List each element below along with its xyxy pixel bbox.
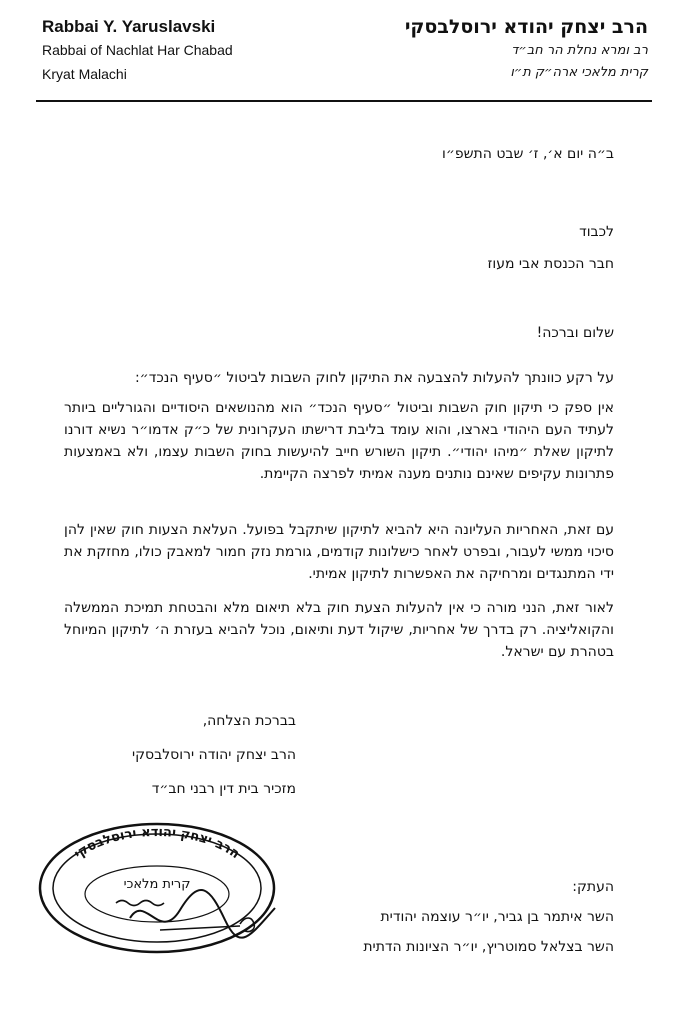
recipient-label: לכבוד <box>579 224 614 240</box>
copy-item: השר איתמר בן גביר, יו״ר עוצמה יהודית <box>380 909 614 925</box>
letterhead-he-line2: קרית מלאכי ארה״ק ת״ו <box>510 65 648 80</box>
paragraph-intro: על רקע כוונתך להעלות להצבעה את התיקון לחוק השבות לביטול ״סעיף הנכד״: <box>134 370 614 386</box>
stamp-inner-text: קרית מלאכי <box>123 877 191 892</box>
letterhead-en-line2: Kryat Malachi <box>42 66 127 82</box>
copy-item: השר בצלאל סמוטריץ, יו״ר הציונות הדתית <box>363 939 614 955</box>
handwritten-signature <box>90 848 290 958</box>
letterhead-he-name: הרב יצחק יהודא ירוסלבסקי <box>404 16 648 38</box>
letterhead-he-line1: רב ומרא נחלת הר חב״ד <box>511 43 648 58</box>
recipient-name: חבר הכנסת אבי מעוז <box>487 256 614 272</box>
letter-date: ב״ה יום א׳, ז׳ שבט התשפ״ו <box>442 146 614 162</box>
paragraph-body-2: עם זאת, האחריות העליונה היא להביא לתיקון שיתקבל בפועל. העלאת הצעות חוק שאין להן סיכוי ממשי לעבור, ובפרט לאחר כישלונות קודמים, גורמת נזק חמור למאבק כולו, מחזקת את ידי המתנגדים ומרחיקה את האפשרות לתיקון אמיתי. <box>64 522 614 582</box>
paragraph-body-3: לאור זאת, הנני מורה כי אין להעלות הצעת חוק בלא תיאום מלא והבטחת תמיכת הממשלה והקואליציה. רק בדרך של אחריות, שיקול דעת ותיאום, נוכל להביא בעזרת ה׳ לתיקון המיוחל בטהרת עם ישראל. <box>64 600 614 660</box>
stamp-outer-text: הרב יצחק יהודא ירוסלבסקי <box>71 824 243 863</box>
copy-list <box>314 902 614 962</box>
greeting: שלום וברכה! <box>536 325 614 341</box>
copy-label: העתק: <box>572 879 614 895</box>
letterhead-en-line1: Rabbai of Nachlat Har Chabad <box>42 42 233 58</box>
paragraph-body-1: אין ספק כי תיקון חוק השבות וביטול ״סעיף הנכד״ הוא מהנושאים היסודיים והגורליים ביותר לעתיד העם היהודי בארצו, והוא עומד בליבת דרישתו העקרונית של כ״ק אדמו״ר נשיא דורנו לתיקון שאלת ״מיהו יהודי״. תיקון השורש חייב להיעשות בחוק השבות עצמו, ולא באמצעות פתרונות עקיפים שאינם נותנים מענה אמיתי לפרצה הקיימת. <box>64 400 614 482</box>
closing-block <box>56 704 296 806</box>
letterhead-divider <box>36 100 652 102</box>
closing-blessing: בברכת הצלחה, <box>202 713 296 729</box>
letterhead-en-name: Rabbai Y. Yaruslavski <box>42 17 216 36</box>
closing-title: מזכיר בית דין רבני חב״ד <box>151 781 296 797</box>
closing-name: הרב יצחק יהודה ירוסלבסקי <box>131 747 296 763</box>
letterhead-english <box>42 16 302 86</box>
letterhead-hebrew <box>348 14 648 84</box>
